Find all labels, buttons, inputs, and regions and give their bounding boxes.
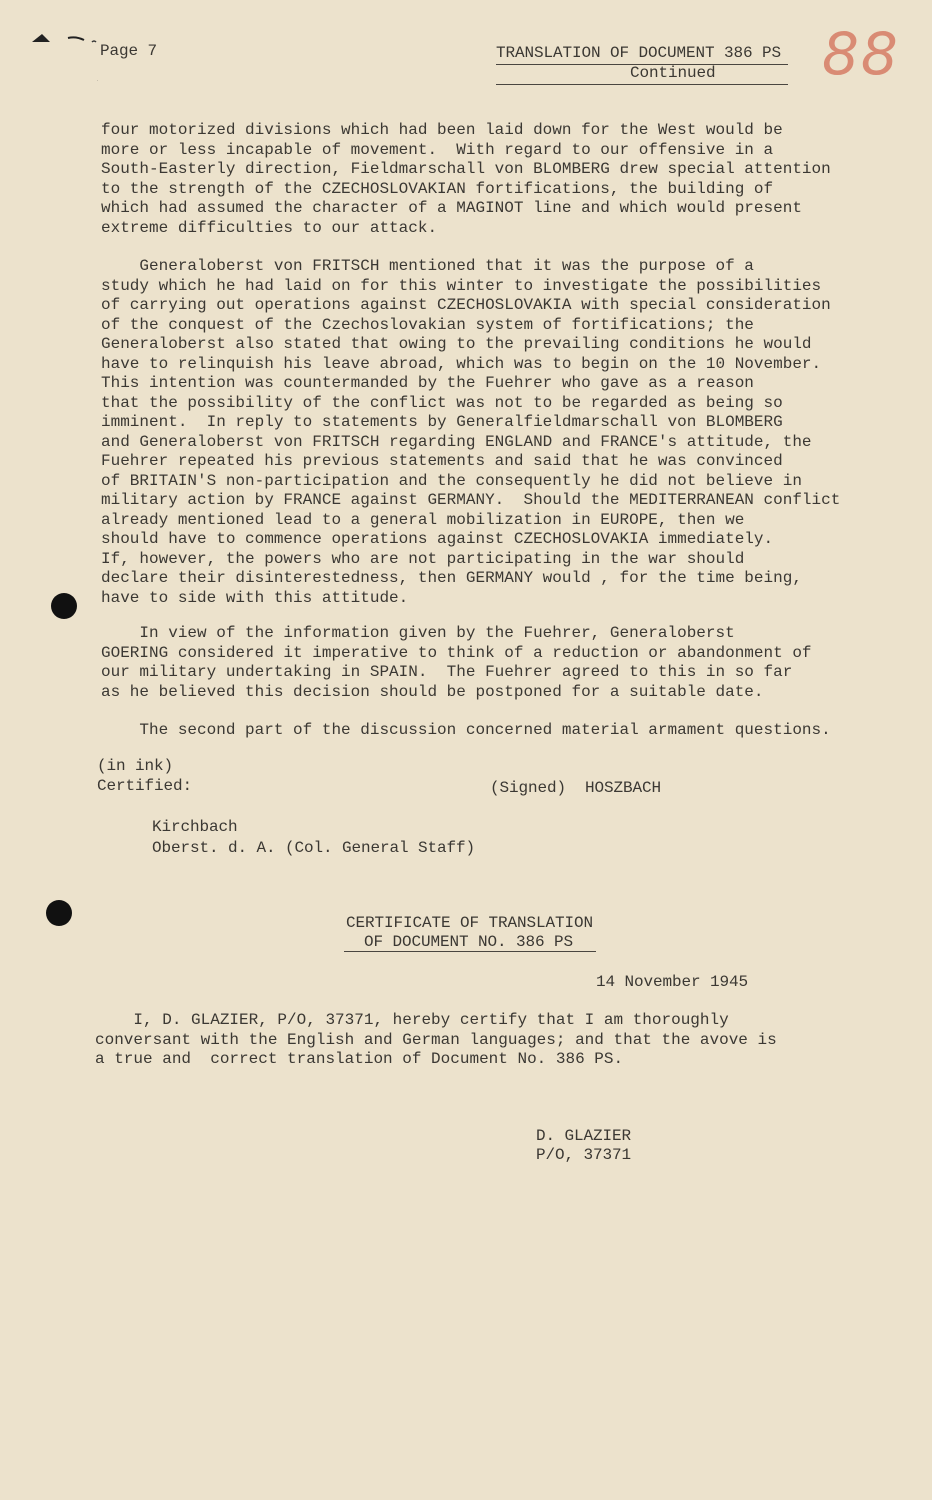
certificate-subheading: OF DOCUMENT NO. 386 PS [364, 933, 574, 951]
paragraph-3 [101, 624, 812, 702]
text-line: have to side with this attitude. [101, 588, 409, 607]
title-underline-bottom [496, 84, 788, 85]
text-line: extreme difficulties to our attack. [101, 218, 438, 237]
text-line: Generaloberst also stated that owing to the prevailing conditions he would [101, 335, 812, 353]
text-line: South-Easterly direction, Fieldmarschall von BLOMBERG drew special attention [101, 160, 831, 178]
text-line: of BRITAIN'S non-participation and the consequently he did not believe in [101, 471, 802, 490]
certified-label: Certified: [97, 777, 193, 795]
text-line: Fuehrer repeated his previous statements and said that he was convinced [101, 452, 783, 470]
paragraph-2 [101, 257, 840, 608]
text-line: If, however, the powers who are not participating in the war should [101, 549, 745, 568]
text-line: conversant with the English and German languages; and that the avove is [95, 1030, 777, 1049]
text-line: study which he had laid on for this winter to investigate the possibilities [101, 276, 822, 295]
certificate-body [95, 1011, 777, 1070]
text-line: a true and correct translation of Document No. 386 PS. [95, 1050, 624, 1068]
text-line: which had assumed the character of a MAGINOT line and which would present [101, 199, 802, 217]
text-line: The second part of the discussion concerned material armament questions. [101, 721, 831, 739]
certificate-date: 14 November 1945 [596, 973, 749, 991]
text-line: Generaloberst von FRITSCH mentioned that it was the purpose of a [101, 257, 754, 275]
certifier-rank: Oberst. d. A. (Col. General Staff) [152, 839, 476, 857]
text-line: GOERING considered it imperative to think of a reduction or abandonment of [101, 643, 812, 662]
text-line: I, D. GLAZIER, P/O, 37371, hereby certify that I am thoroughly [95, 1011, 729, 1029]
corner-pencil-marks [28, 28, 98, 98]
document-title-continued: Continued [630, 64, 716, 82]
text-line: This intention was countermanded by the Fuehrer who gave as a reason [101, 374, 754, 392]
handwritten-page-number: 88 [822, 20, 900, 88]
text-line: of the conquest of the Czechoslovakian system of fortifications; the [101, 315, 754, 334]
certificate-signer-id: P/O, 37371 [536, 1146, 632, 1164]
certificate-heading: CERTIFICATE OF TRANSLATION [346, 914, 594, 932]
signed-line: (Signed) HOSZBACH [490, 779, 662, 797]
text-line: of carrying out operations against CZECHOSLOVAKIA with special consideration [101, 296, 831, 314]
text-line: as he believed this decision should be postponed for a suitable date. [101, 682, 764, 701]
punch-hole [46, 900, 72, 926]
text-line: declare their disinterestedness, then GERMANY would , for the time being, [101, 569, 802, 587]
text-line: more or less incapable of movement. With regard to our offensive in a [101, 140, 774, 159]
text-line: already mentioned lead to a general mobilization in EUROPE, then we [101, 510, 745, 529]
text-line: and Generaloberst von FRITSCH regarding ENGLAND and FRANCE's attitude, the [101, 432, 812, 451]
text-line: In view of the information given by the Fuehrer, Generaloberst [101, 624, 735, 642]
text-line: our military undertaking in SPAIN. The Fuehrer agreed to this in so far [101, 663, 793, 681]
text-line: to the strength of the CZECHOSLOVAKIAN fortifications, the building of [101, 179, 774, 198]
text-line: four motorized divisions which had been laid down for the West would be [101, 121, 783, 139]
text-line: should have to commence operations against CZECHOSLOVAKIA immediately. [101, 530, 774, 548]
document-title: TRANSLATION OF DOCUMENT 386 PS [496, 44, 782, 62]
text-line: military action by FRANCE against GERMANY. Should the MEDITERRANEAN conflict [101, 491, 841, 509]
punch-hole [51, 593, 77, 619]
text-line: imminent. In reply to statements by Generalfieldmarschall von BLOMBERG [101, 413, 783, 431]
certifier-name: Kirchbach [152, 818, 238, 836]
paragraph-4 [101, 721, 831, 741]
page-label: Page 7 [100, 42, 158, 60]
text-line: that the possibility of the conflict was not to be regarded as being so [101, 393, 783, 412]
text-line: have to relinquish his leave abroad, which was to begin on the 10 November. [101, 354, 822, 373]
in-ink-note: (in ink) [97, 757, 174, 775]
paragraph-1 [101, 121, 831, 238]
certificate-heading-underline [344, 951, 596, 952]
certificate-signer-name: D. GLAZIER [536, 1127, 632, 1145]
